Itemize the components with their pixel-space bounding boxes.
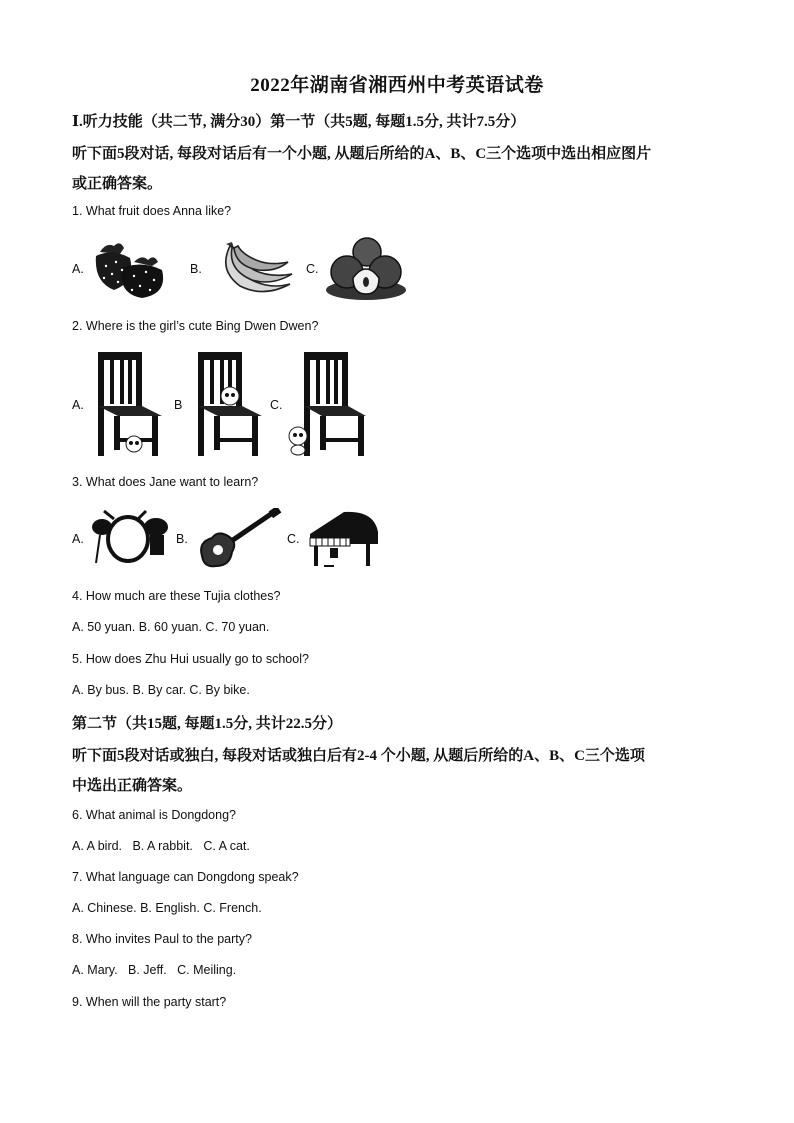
section2-instruction-line2: 中选出正确答案。 bbox=[72, 778, 193, 794]
question-2: 2. Where is the girl’s cute Bing Dwen Dwen? bbox=[72, 319, 319, 333]
question-5-options: A. By bus. B. By car. C. By bike. bbox=[72, 683, 250, 697]
question-6: 6. What animal is Dongdong? bbox=[72, 808, 236, 822]
apple-icon bbox=[323, 234, 409, 302]
guitar-icon bbox=[196, 508, 282, 570]
q1-option-a-label: A. bbox=[72, 262, 84, 276]
section1-instruction-line2: 或正确答案。 bbox=[72, 176, 163, 192]
chair-doll-beside-icon bbox=[286, 350, 368, 460]
drum-icon bbox=[90, 505, 170, 567]
banana-icon bbox=[212, 240, 294, 296]
section2-instruction-line1: 听下面5段对话或独白, 每段对话或独白后有2-4 个小题, 从题后所给的A、B、C三个选项 bbox=[72, 748, 645, 764]
question-7-options: A. Chinese. B. English. C. French. bbox=[72, 901, 262, 915]
q1-option-b-label: B. bbox=[190, 262, 202, 276]
chair-doll-under-icon bbox=[92, 350, 164, 460]
question-9: 9. When will the party start? bbox=[72, 995, 227, 1009]
section1-instruction-line1: 听下面5段对话, 每段对话后有一个小题, 从题后所给的A、B、C三个选项中选出相应图片 bbox=[72, 146, 652, 162]
chair-doll-on-icon bbox=[192, 350, 264, 460]
piano-icon bbox=[304, 508, 382, 570]
question-8: 8. Who invites Paul to the party? bbox=[72, 932, 252, 946]
question-5: 5. How does Zhu Hui usually go to school? bbox=[72, 652, 309, 666]
q3-option-a-label: A. bbox=[72, 532, 84, 546]
question-4: 4. How much are these Tujia clothes? bbox=[72, 589, 281, 603]
q2-option-b-label: B bbox=[174, 398, 183, 412]
section2-heading: 第二节（共15题, 每题1.5分, 共计22.5分） bbox=[72, 716, 343, 732]
q2-option-a-label: A. bbox=[72, 398, 84, 412]
question-6-options: A. A bird. B. A rabbit. C. A cat. bbox=[72, 839, 250, 853]
question-3: 3. What does Jane want to learn? bbox=[72, 475, 259, 489]
q1-option-c-label: C. bbox=[306, 262, 319, 276]
q3-option-b-label: B. bbox=[176, 532, 188, 546]
page-title: 2022年湖南省湘西州中考英语试卷 bbox=[250, 75, 544, 96]
question-7: 7. What language can Dongdong speak? bbox=[72, 870, 299, 884]
section1-heading: Ⅰ.听力技能（共二节, 满分30）第一节（共5题, 每题1.5分, 共计7.5分） bbox=[72, 114, 526, 130]
q3-option-c-label: C. bbox=[287, 532, 300, 546]
strawberry-icon bbox=[90, 238, 180, 300]
question-4-options: A. 50 yuan. B. 60 yuan. C. 70 yuan. bbox=[72, 620, 270, 634]
q2-option-c-label: C. bbox=[270, 398, 283, 412]
question-8-options: A. Mary. B. Jeff. C. Meiling. bbox=[72, 963, 237, 977]
question-1: 1. What fruit does Anna like? bbox=[72, 204, 232, 218]
